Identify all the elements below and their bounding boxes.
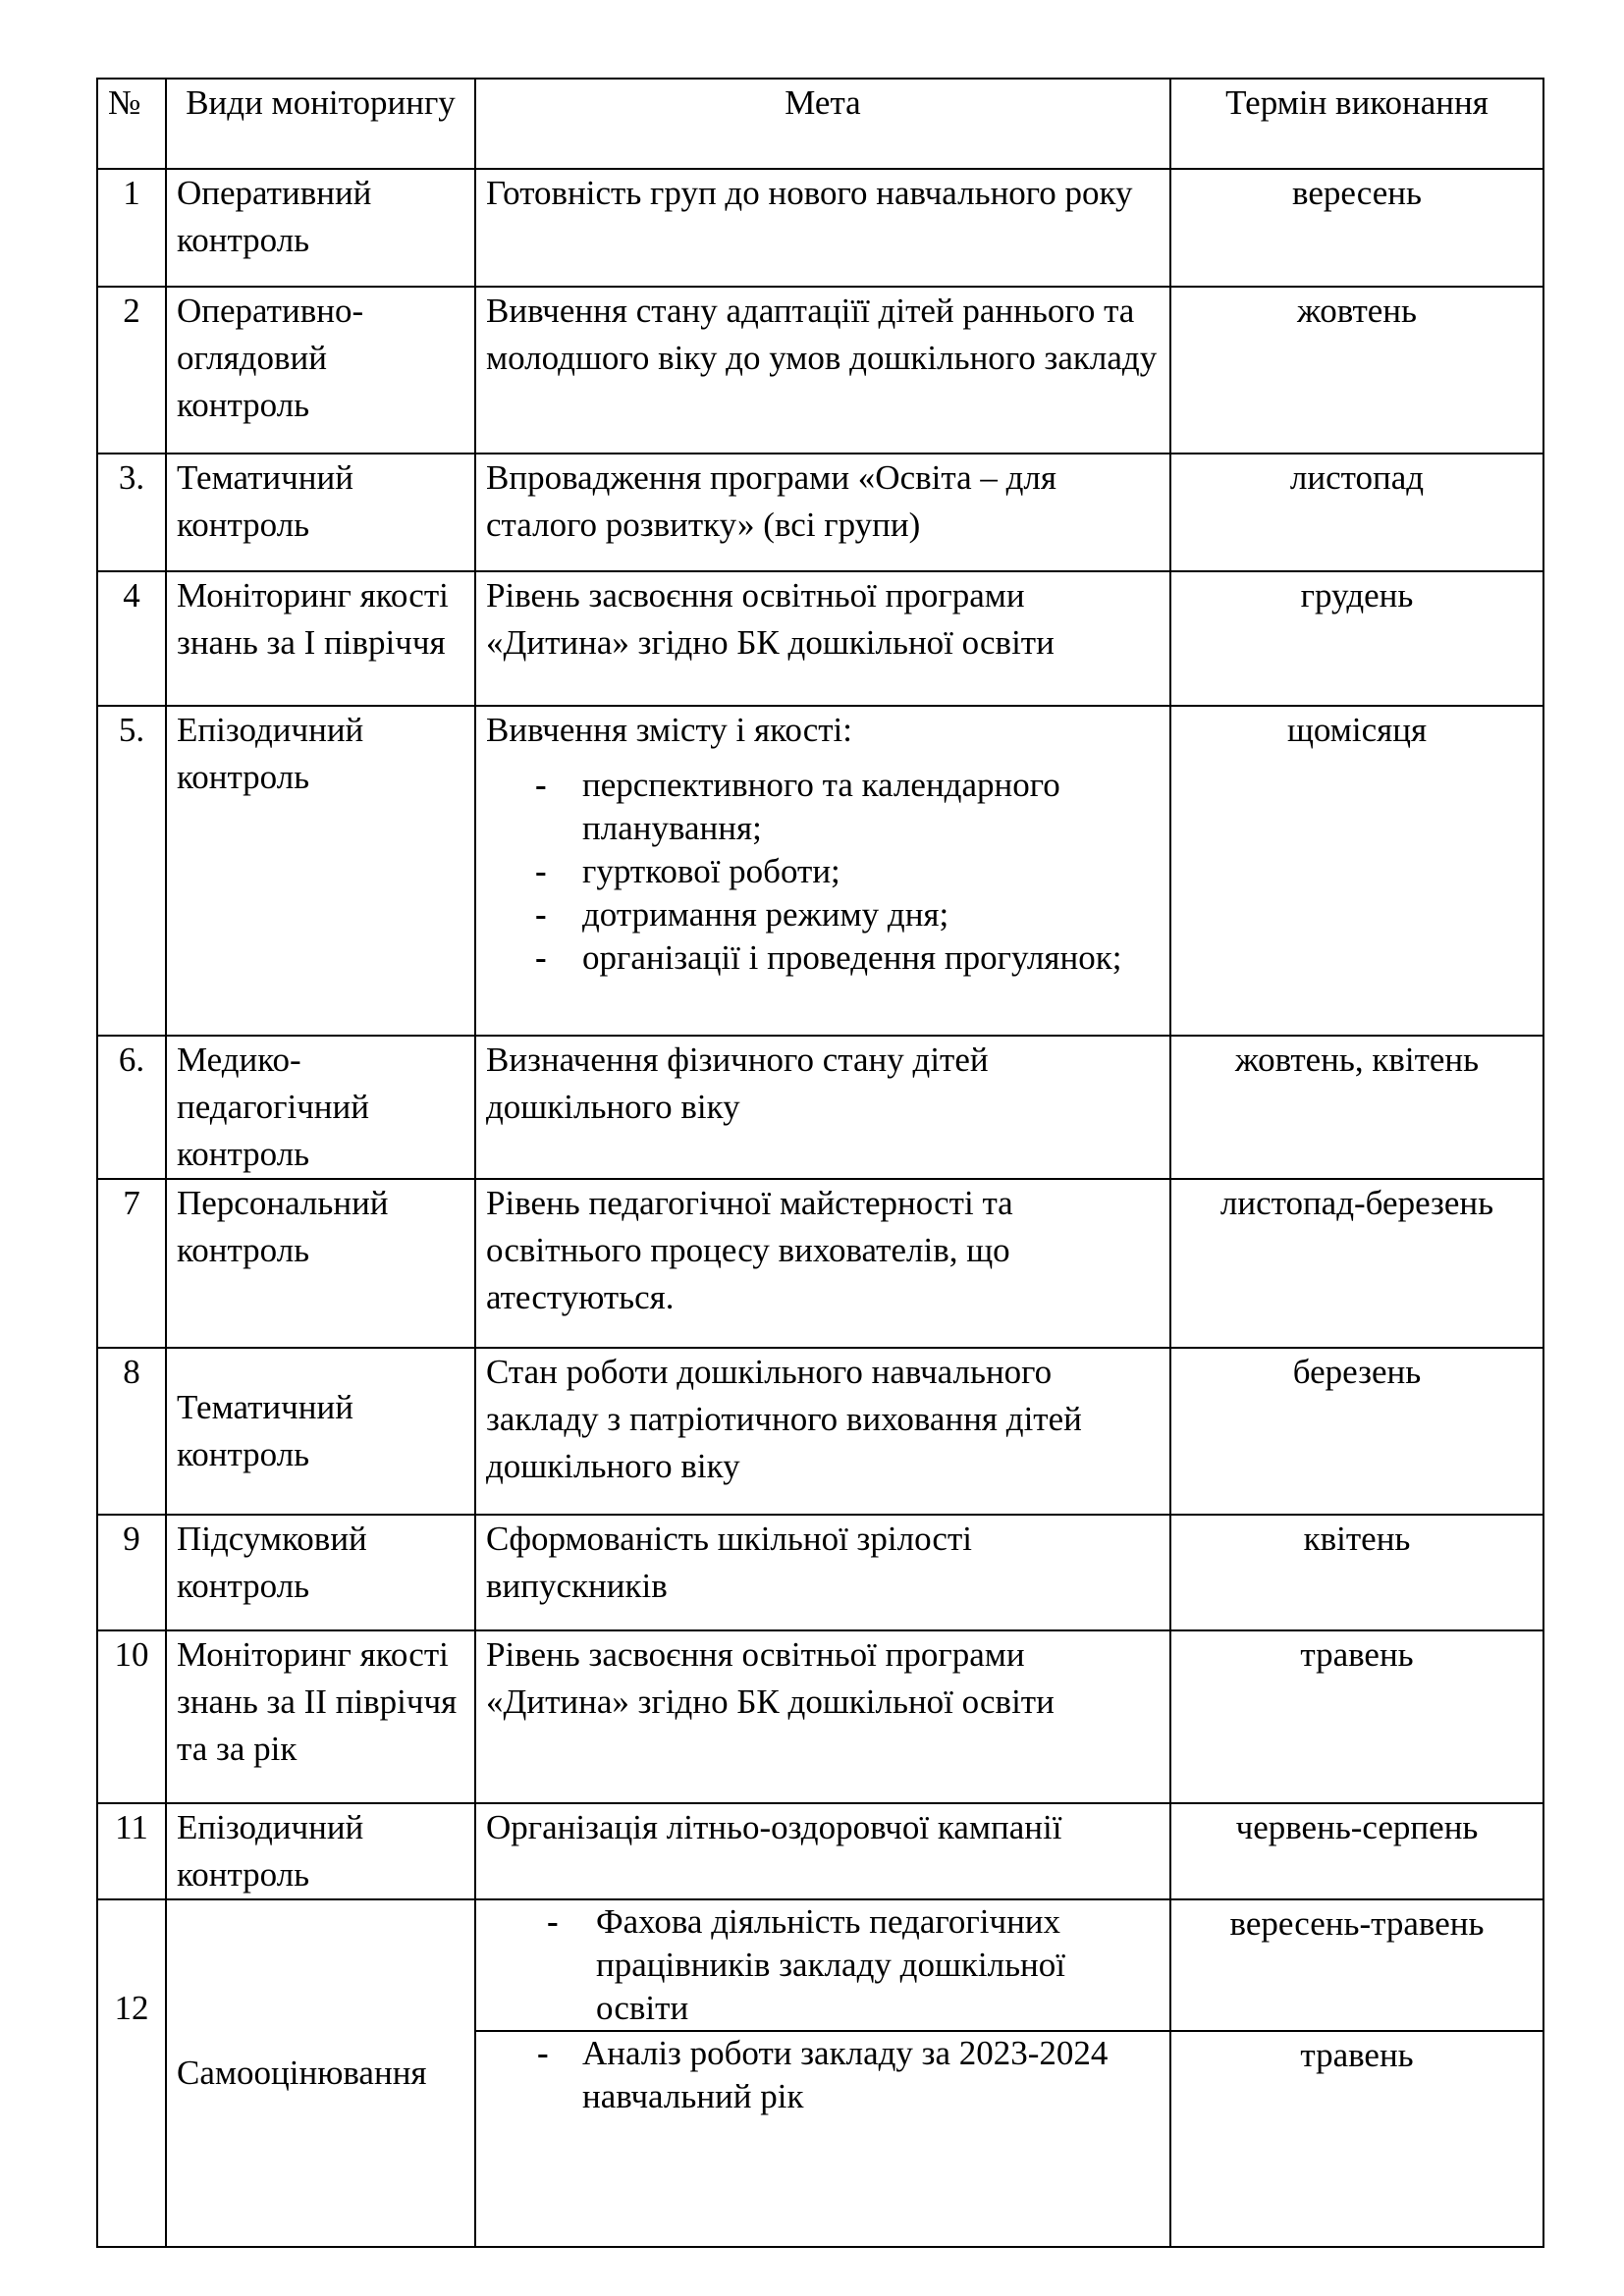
header-num: №	[97, 79, 166, 169]
row-goal	[475, 2031, 1170, 2247]
row-num-text: 12	[114, 1989, 149, 2027]
row-num: 2	[97, 287, 166, 454]
row-goal: Рівень засвоєння освітньої програми «Дитина» згідно БК дошкільної освіти	[475, 1630, 1170, 1803]
row-num: 7	[97, 1179, 166, 1348]
row-kind: Підсумковий контроль	[166, 1515, 475, 1630]
row-num: 3.	[97, 454, 166, 571]
goal-list	[486, 764, 1160, 980]
row-kind: Тематичний контроль	[166, 1348, 475, 1515]
header-goal: Мета	[475, 79, 1170, 169]
table-row	[97, 1515, 1543, 1630]
row-goal: Сформованість шкільної зрілості випускників	[475, 1515, 1170, 1630]
row-kind: Самооцінювання	[166, 1899, 475, 2247]
row-goal: Рівень педагогічної майстерності та освітнього процесу вихователів, що атестуються.	[475, 1179, 1170, 1348]
monitoring-plan-table	[96, 78, 1544, 2248]
row-term: травень	[1170, 1630, 1543, 1803]
row-goal: Готовність груп до нового навчального року	[475, 169, 1170, 287]
row-goal: Впровадження програми «Освіта – для сталого розвитку» (всі групи)	[475, 454, 1170, 571]
table-row	[97, 1803, 1543, 1899]
table-row	[97, 454, 1543, 571]
row-kind: Оперативно-оглядовий контроль	[166, 287, 475, 454]
row-kind: Оперативний контроль	[166, 169, 475, 287]
list-item: - організації і проведення прогулянок;	[486, 936, 1160, 980]
row-kind: Епізодичний контроль	[166, 706, 475, 1036]
row-term: жовтень, квітень	[1170, 1036, 1543, 1179]
row-kind: Моніторинг якості знань за ІІ півріччя та за рік	[166, 1630, 475, 1803]
list-item: - перспективного та календарного планування;	[486, 764, 1160, 850]
row-term: жовтень	[1170, 287, 1543, 454]
row-num	[97, 1899, 166, 2247]
table-row	[97, 1348, 1543, 1515]
table-row	[97, 1036, 1543, 1179]
row-goal	[475, 706, 1170, 1036]
row-goal	[475, 1899, 1170, 2031]
row-goal: Визначення фізичного стану дітей дошкільного віку	[475, 1036, 1170, 1179]
table-row	[97, 571, 1543, 706]
row-term: листопад-березень	[1170, 1179, 1543, 1348]
goal-intro: Вивчення змісту і якості:	[486, 711, 852, 749]
table-row	[97, 287, 1543, 454]
row-term: червень-серпень	[1170, 1803, 1543, 1899]
goal-list	[486, 2032, 1160, 2118]
header-kind: Види моніторингу	[166, 79, 475, 169]
row-goal: Вивчення стану адаптаціїї дітей раннього та молодшого віку до умов дошкільного закладу	[475, 287, 1170, 454]
row-goal: Організація літньо-оздоровчої кампанії	[475, 1803, 1170, 1899]
row-num: 10	[97, 1630, 166, 1803]
table-header-row	[97, 79, 1543, 169]
row-num: 6.	[97, 1036, 166, 1179]
list-item: - дотримання режиму дня;	[486, 893, 1160, 936]
list-item: - Аналіз роботи закладу за 2023-2024 навчальний рік	[486, 2032, 1160, 2118]
header-term: Термін виконання	[1170, 79, 1543, 169]
row-term: квітень	[1170, 1515, 1543, 1630]
row-goal: Рівень засвоєння освітньої програми «Дитина» згідно БК дошкільної освіти	[475, 571, 1170, 706]
row-term: травень	[1170, 2031, 1543, 2247]
table-row	[97, 1899, 1543, 2031]
row-term: вересень	[1170, 169, 1543, 287]
row-num: 5.	[97, 706, 166, 1036]
row-num: 9	[97, 1515, 166, 1630]
row-kind: Моніторинг якості знань за І півріччя	[166, 571, 475, 706]
row-term: щомісяця	[1170, 706, 1543, 1036]
row-term: грудень	[1170, 571, 1543, 706]
row-kind: Епізодичний контроль	[166, 1803, 475, 1899]
list-item: - гурткової роботи;	[486, 850, 1160, 893]
row-term: березень	[1170, 1348, 1543, 1515]
row-term: листопад	[1170, 454, 1543, 571]
goal-list	[486, 1900, 1160, 2030]
row-term: вересень-травень	[1170, 1899, 1543, 2031]
row-kind: Медико-педагогічний контроль	[166, 1036, 475, 1179]
row-num: 8	[97, 1348, 166, 1515]
row-kind: Тематичний контроль	[166, 454, 475, 571]
table-row	[97, 1630, 1543, 1803]
row-num: 4	[97, 571, 166, 706]
table-row	[97, 1179, 1543, 1348]
row-num: 11	[97, 1803, 166, 1899]
table-row	[97, 706, 1543, 1036]
row-goal: Стан роботи дошкільного навчального закладу з патріотичного виховання дітей дошкільного віку	[475, 1348, 1170, 1515]
list-item: - Фахова діяльність педагогічних працівників закладу дошкільної освіти	[486, 1900, 1160, 2030]
row-kind: Персональний контроль	[166, 1179, 475, 1348]
table-row	[97, 169, 1543, 287]
row-num: 1	[97, 169, 166, 287]
